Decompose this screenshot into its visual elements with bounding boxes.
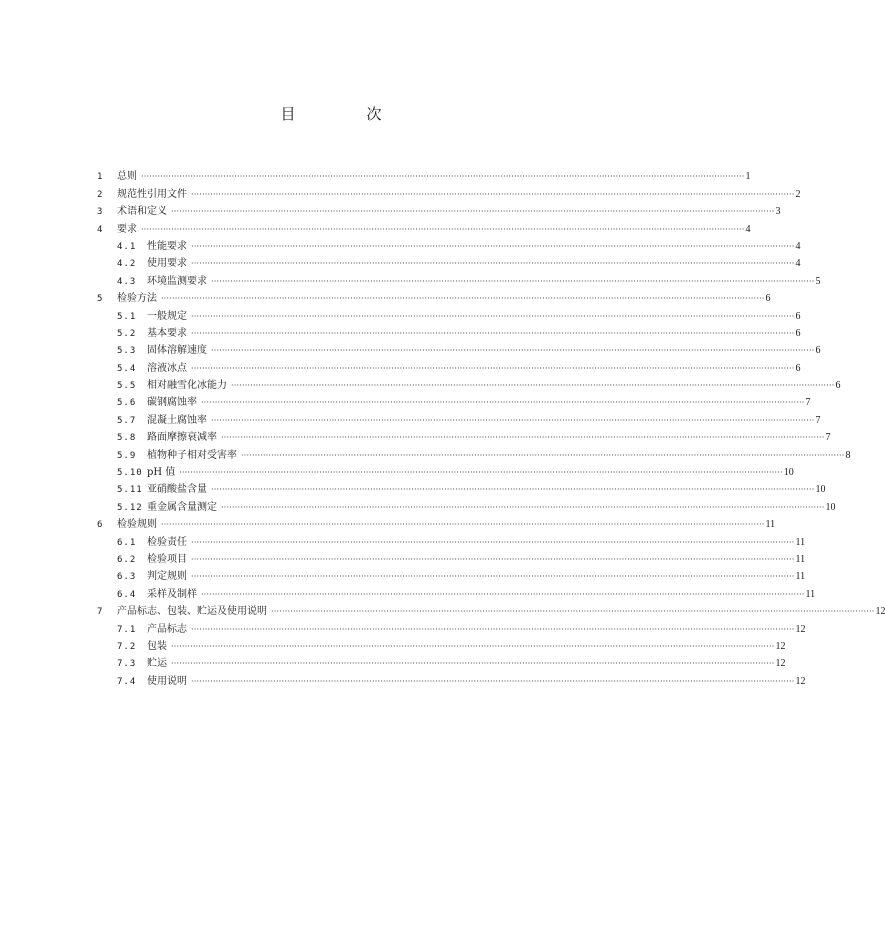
toc-entry-number: 5.4: [117, 363, 137, 374]
toc-entry-label: 贮运: [147, 658, 167, 670]
toc-entry-number: 4.2: [117, 259, 137, 270]
toc-entry[interactable]: [97, 236, 801, 253]
dot-leader: ····························································································································································································································: [201, 589, 805, 599]
toc-entry-label: 检验责任: [147, 536, 187, 548]
toc-entry[interactable]: [97, 549, 806, 566]
toc-entry-page-number: 12: [775, 658, 786, 670]
toc-entry-number: 7.2: [117, 641, 137, 652]
dot-leader: ····························································································································································································································: [191, 328, 795, 338]
toc-entry-number: 6.3: [117, 572, 137, 583]
toc-entry[interactable]: [97, 288, 771, 305]
toc-entry-page-number: 6: [795, 310, 801, 322]
toc-entry-page-number: 7: [805, 397, 811, 409]
toc-entry-label: 基本要求: [147, 327, 187, 339]
toc-entry-page-number: 2: [795, 188, 801, 200]
toc-entry[interactable]: [97, 357, 801, 374]
dot-leader: ····························································································································································································································: [161, 294, 765, 304]
dot-leader: ····························································································································································································································: [179, 468, 783, 478]
toc-entry-label: 产品标志: [147, 623, 187, 635]
toc-entry-label: 产品标志、包装、贮运及使用说明: [117, 606, 267, 618]
toc-entry-label: 溶液冰点: [147, 362, 187, 374]
toc-entry[interactable]: [97, 566, 806, 583]
toc-entry[interactable]: [97, 323, 801, 340]
toc-entry-label: 植物种子相对受害率: [147, 449, 237, 461]
dot-leader: ····························································································································································································································: [161, 520, 765, 530]
toc-entry[interactable]: [97, 166, 751, 183]
toc-entry-label: 术语和定义: [117, 206, 167, 218]
toc-entry-page-number: 12: [875, 606, 885, 618]
toc-entry-label: 使用要求: [147, 258, 187, 270]
toc-entry-page-number: 6: [835, 380, 841, 392]
toc-entry[interactable]: [97, 636, 786, 653]
toc-entry[interactable]: [97, 514, 776, 531]
toc-entry-number: 5.6: [117, 398, 137, 409]
toc-entry-label: 一般规定: [147, 310, 187, 322]
toc-entry-label: pH 值: [147, 467, 176, 479]
toc-entry-number: 2: [97, 189, 104, 200]
dot-leader: ····························································································································································································································: [191, 676, 795, 686]
toc-entry-label: 检验规则: [117, 519, 157, 531]
toc-entry-number: 5.9: [117, 450, 137, 461]
toc-entry-page-number: 11: [805, 588, 816, 600]
toc-entry-label: 环境监测要求: [147, 275, 207, 287]
dot-leader: ····························································································································································································································: [141, 224, 745, 234]
toc-entry[interactable]: [97, 496, 836, 513]
toc-entry-number: 6.1: [117, 537, 137, 548]
dot-leader: ····························································································································································································································: [221, 433, 825, 443]
toc-entry-number: 7.1: [117, 624, 137, 635]
dot-leader: ····························································································································································································································: [211, 276, 815, 286]
dot-leader: ····························································································································································································································: [191, 624, 795, 634]
toc-entry[interactable]: [97, 270, 821, 287]
toc-entry-page-number: 7: [815, 414, 821, 426]
toc-entry-number: 1: [97, 172, 104, 183]
toc-entry-page-number: 7: [825, 432, 831, 444]
toc-entry-page-number: 10: [783, 467, 794, 479]
toc-entry[interactable]: [97, 653, 786, 670]
toc-entry-number: 7: [97, 607, 104, 618]
toc-entry-page-number: 3: [775, 206, 781, 218]
dot-leader: ····························································································································································································································: [191, 241, 795, 251]
toc-entry[interactable]: [97, 392, 811, 409]
dot-leader: ····························································································································································································································: [191, 554, 795, 564]
toc-entry-page-number: 4: [745, 223, 751, 235]
toc-entry[interactable]: [97, 444, 851, 461]
toc-entry-number: 5.12: [117, 502, 143, 513]
toc-entry-number: 4: [97, 224, 104, 235]
dot-leader: ····························································································································································································································: [201, 398, 805, 408]
toc-entry-number: 5.10: [117, 468, 143, 479]
toc-entry-page-number: 10: [825, 501, 836, 513]
toc-entry-page-number: 10: [815, 484, 826, 496]
toc-entry-number: 4.3: [117, 276, 137, 287]
toc-entry-number: 5.8: [117, 433, 137, 444]
toc-entry-number: 5.5: [117, 381, 137, 392]
dot-leader: ····························································································································································································································: [241, 450, 845, 460]
toc-entry-page-number: 11: [765, 519, 776, 531]
toc-entry-page-number: 6: [795, 327, 801, 339]
toc-entry-page-number: 8: [845, 449, 851, 461]
toc-entry-label: 亚硝酸盐含量: [147, 484, 207, 496]
dot-leader: ····························································································································································································································: [141, 172, 745, 182]
toc-entry-label: 混凝土腐蚀率: [147, 414, 207, 426]
toc-entry-number: 5.2: [117, 328, 137, 339]
toc-entry-label: 使用说明: [147, 675, 187, 687]
dot-leader: ····························································································································································································································: [191, 537, 795, 547]
toc-entry[interactable]: [97, 531, 806, 548]
toc-entry-number: 5.11: [117, 485, 143, 496]
toc-entry-number: 4.1: [117, 241, 137, 252]
toc-entry[interactable]: [97, 253, 801, 270]
toc-entry-number: 7.3: [117, 659, 137, 670]
toc-entry-page-number: 6: [815, 345, 821, 357]
toc-entry-label: 重金属含量测定: [147, 501, 217, 513]
toc-entry-number: 5.1: [117, 311, 137, 322]
toc-entry[interactable]: [97, 670, 806, 687]
toc-entry[interactable]: [97, 618, 806, 635]
toc-entry-label: 采样及制样: [147, 588, 197, 600]
toc-entry-label: 路面摩擦衰减率: [147, 432, 217, 444]
toc-entry-page-number: 11: [795, 536, 806, 548]
dot-leader: ····························································································································································································································: [221, 502, 825, 512]
toc-entry-label: 性能要求: [147, 240, 187, 252]
toc-entry[interactable]: [97, 305, 801, 322]
toc-entry[interactable]: [97, 462, 794, 479]
toc-entry-page-number: 4: [795, 240, 801, 252]
toc-entry[interactable]: [97, 183, 801, 200]
toc-entry[interactable]: [97, 340, 821, 357]
toc-entry-page-number: 6: [765, 293, 771, 305]
toc-entry[interactable]: [97, 583, 816, 600]
toc-entry-label: 规范性引用文件: [117, 188, 187, 200]
toc-entry-label: 包装: [147, 640, 167, 652]
toc-entry-label: 碳钢腐蚀率: [147, 397, 197, 409]
toc-entry[interactable]: [97, 601, 885, 618]
toc-entry-number: 7.4: [117, 676, 137, 687]
toc-entry-label: 检验项目: [147, 553, 187, 565]
toc-entry[interactable]: [97, 218, 751, 235]
toc-entry-number: 5.3: [117, 346, 137, 357]
toc-entry-number: 5: [97, 294, 104, 305]
toc-entry[interactable]: [97, 427, 831, 444]
toc-entry-label: 判定规则: [147, 571, 187, 583]
toc-entry-page-number: 11: [795, 571, 806, 583]
toc-entry-label: 相对融雪化冰能力: [147, 380, 227, 392]
dot-leader: ····························································································································································································································: [211, 346, 815, 356]
dot-leader: ····························································································································································································································: [191, 311, 795, 321]
toc-entry-page-number: 12: [795, 623, 806, 635]
toc-entry-number: 6: [97, 520, 104, 531]
toc-entry-page-number: 1: [745, 171, 751, 183]
toc-entry-label: 总则: [117, 171, 137, 183]
toc-entry-number: 6.4: [117, 589, 137, 600]
dot-leader: ····························································································································································································································: [211, 415, 815, 425]
table-of-contents: [97, 166, 885, 688]
dot-leader: ····························································································································································································································: [191, 189, 795, 199]
toc-entry[interactable]: [97, 479, 826, 496]
toc-entry[interactable]: [97, 375, 841, 392]
toc-entry-label: 要求: [117, 223, 137, 235]
dot-leader: ····························································································································································································································: [171, 659, 775, 669]
toc-entry-number: 3: [97, 207, 104, 218]
toc-entry[interactable]: [97, 201, 781, 218]
toc-entry-label: 检验方法: [117, 293, 157, 305]
toc-entry[interactable]: [97, 409, 821, 426]
toc-entry-label: 固体溶解速度: [147, 345, 207, 357]
dot-leader: ····························································································································································································································: [231, 381, 835, 391]
toc-entry-number: 6.2: [117, 554, 137, 565]
toc-entry-page-number: 4: [795, 258, 801, 270]
dot-leader: ····························································································································································································································: [171, 207, 775, 217]
dot-leader: ····························································································································································································································: [271, 607, 875, 617]
dot-leader: ····························································································································································································································: [191, 259, 795, 269]
toc-entry-page-number: 12: [775, 640, 786, 652]
toc-entry-page-number: 6: [795, 362, 801, 374]
dot-leader: ····························································································································································································································: [171, 641, 775, 651]
toc-title: 目 次: [280, 105, 410, 123]
toc-entry-page-number: 11: [795, 553, 806, 565]
toc-entry-page-number: 12: [795, 675, 806, 687]
toc-entry-number: 5.7: [117, 415, 137, 426]
toc-entry-page-number: 5: [815, 275, 821, 287]
dot-leader: ····························································································································································································································: [191, 572, 795, 582]
dot-leader: ····························································································································································································································: [211, 485, 815, 495]
dot-leader: ····························································································································································································································: [191, 363, 795, 373]
